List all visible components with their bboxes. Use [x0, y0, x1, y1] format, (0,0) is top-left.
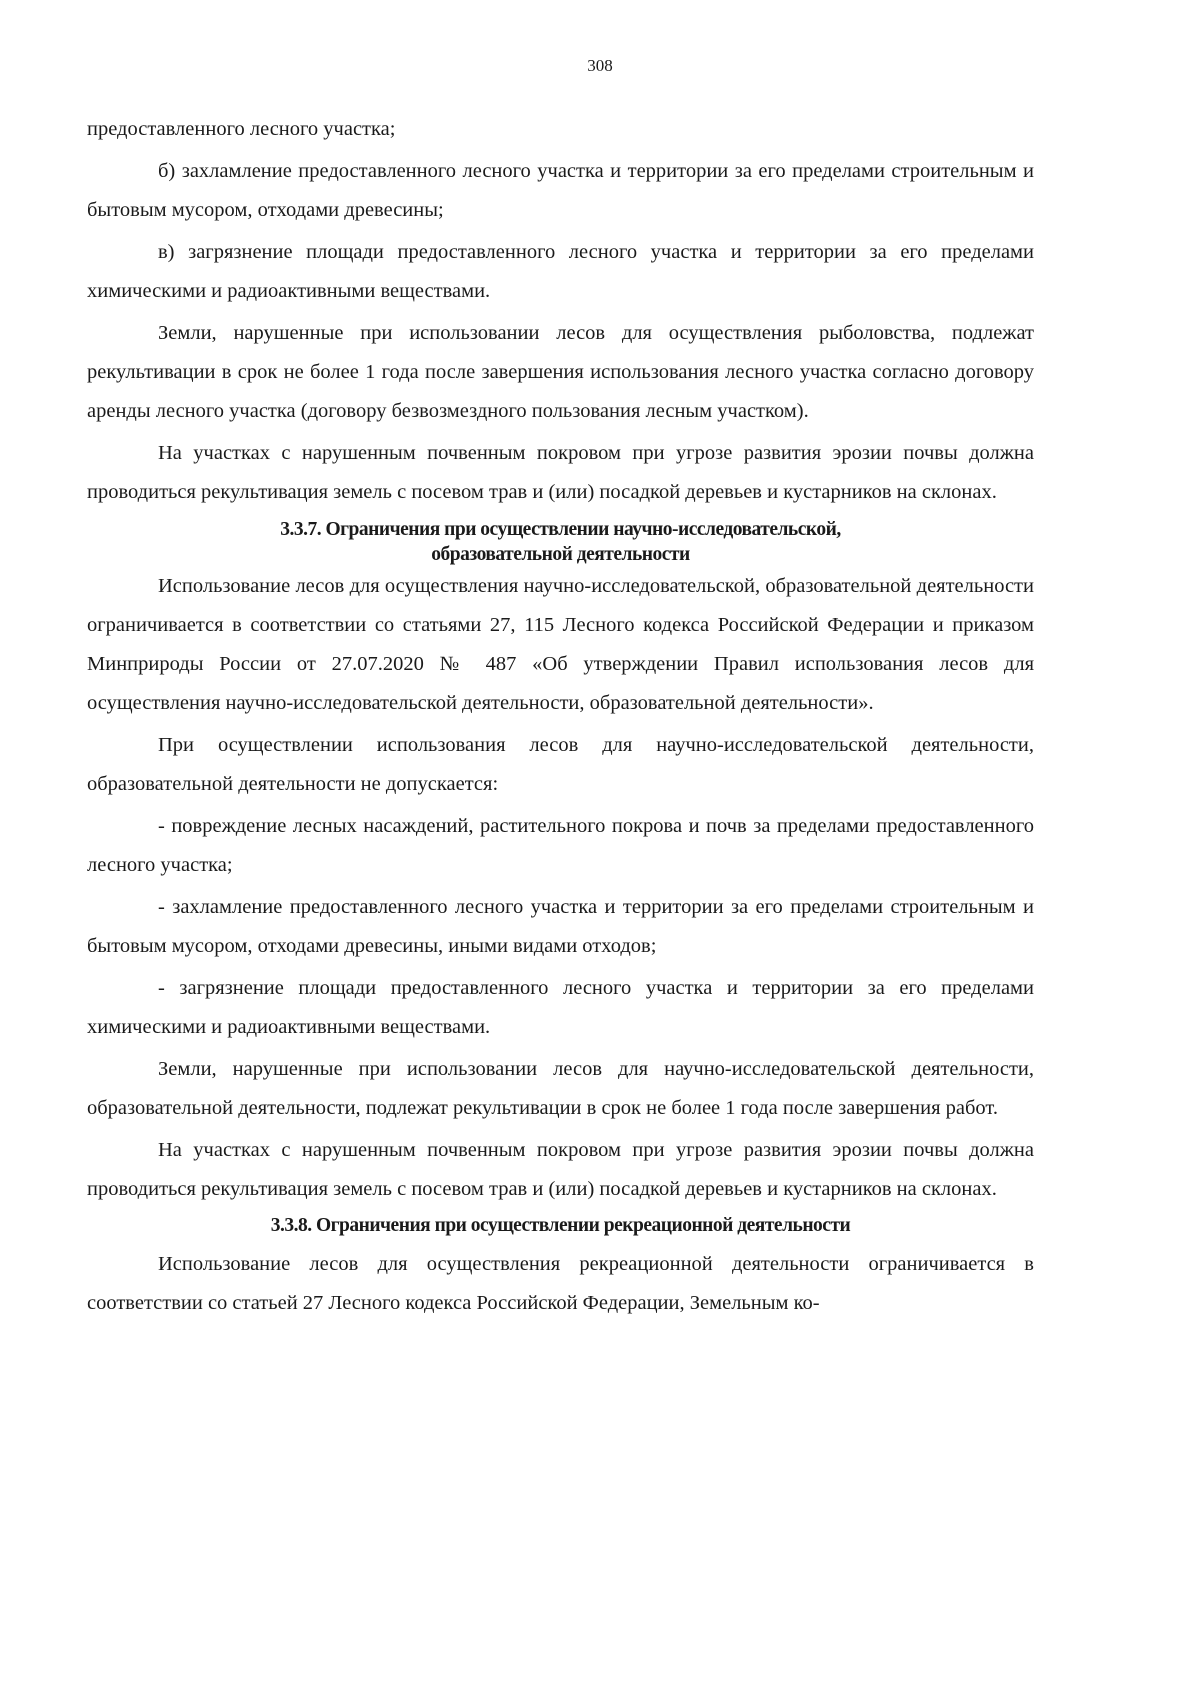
- section-heading-line: 3.3.7. Ограничения при осуществлении научно-исследовательской,: [280, 519, 841, 540]
- paragraph: б) захламление предоставленного лесного участка и территории за его пределами строительным и бытовым мусором, отходами древесины;: [87, 160, 1034, 221]
- section-heading-line: образовательной деятельности: [431, 544, 690, 565]
- document-body: [87, 110, 1034, 1326]
- paragraph: Использование лесов для осуществления рекреационной деятельности ограничивается в соответствии со статьей 27 Лесного кодекса Российской Федерации, Земельным ко-: [87, 1253, 1034, 1314]
- section-heading: [87, 517, 1034, 567]
- paragraph: предоставленного лесного участка;: [87, 118, 396, 140]
- page-number: 308: [587, 56, 613, 75]
- paragraph: При осуществлении использования лесов для научно-исследовательской деятельности, образовательной деятельности не допускается:: [87, 734, 1034, 795]
- section-heading-line: 3.3.8. Ограничения при осуществлении рекреационной деятельности: [270, 1215, 851, 1236]
- section-heading: [87, 1213, 1034, 1238]
- paragraph: Земли, нарушенные при использовании лесов для осуществления рыболовства, подлежат рекультивации в срок не более 1 года после завершения использования лесного участка согласно договору аренды лесного участка (договору безвозмездного пользования лесным участком).: [87, 322, 1034, 422]
- paragraph: - загрязнение площади предоставленного лесного участка и территории за его пределами химическими и радиоактивными веществами.: [87, 977, 1034, 1038]
- paragraph: - захламление предоставленного лесного участка и территории за его пределами строительным и бытовым мусором, отходами древесины, иными видами отходов;: [87, 896, 1034, 957]
- paragraph: в) загрязнение площади предоставленного лесного участка и территории за его пределами химическими и радиоактивными веществами.: [87, 241, 1034, 302]
- paragraph: На участках с нарушенным почвенным покровом при угрозе развития эрозии почвы должна проводиться рекультивация земель с посевом трав и (или) посадкой деревьев и кустарников на склонах.: [87, 1139, 1034, 1200]
- paragraph: Земли, нарушенные при использовании лесов для научно-исследовательской деятельности, образовательной деятельности, подлежат рекультивации в срок не более 1 года после завершения работ.: [87, 1058, 1034, 1119]
- paragraph: - повреждение лесных насаждений, растительного покрова и почв за пределами предоставленного лесного участка;: [87, 815, 1034, 876]
- paragraph: На участках с нарушенным почвенным покровом при угрозе развития эрозии почвы должна проводиться рекультивация земель с посевом трав и (или) посадкой деревьев и кустарников на склонах.: [87, 442, 1034, 503]
- paragraph: Использование лесов для осуществления научно-исследовательской, образовательной деятельности ограничивается в соответствии со статьями 27, 115 Лесного кодекса Российской Федерации и приказом Минприроды России от 27.07.2020 № 487 «Об утверждении Правил использования лесов для осуществления научно-исследовательской деятельности, образовательной деятельности».: [87, 575, 1034, 714]
